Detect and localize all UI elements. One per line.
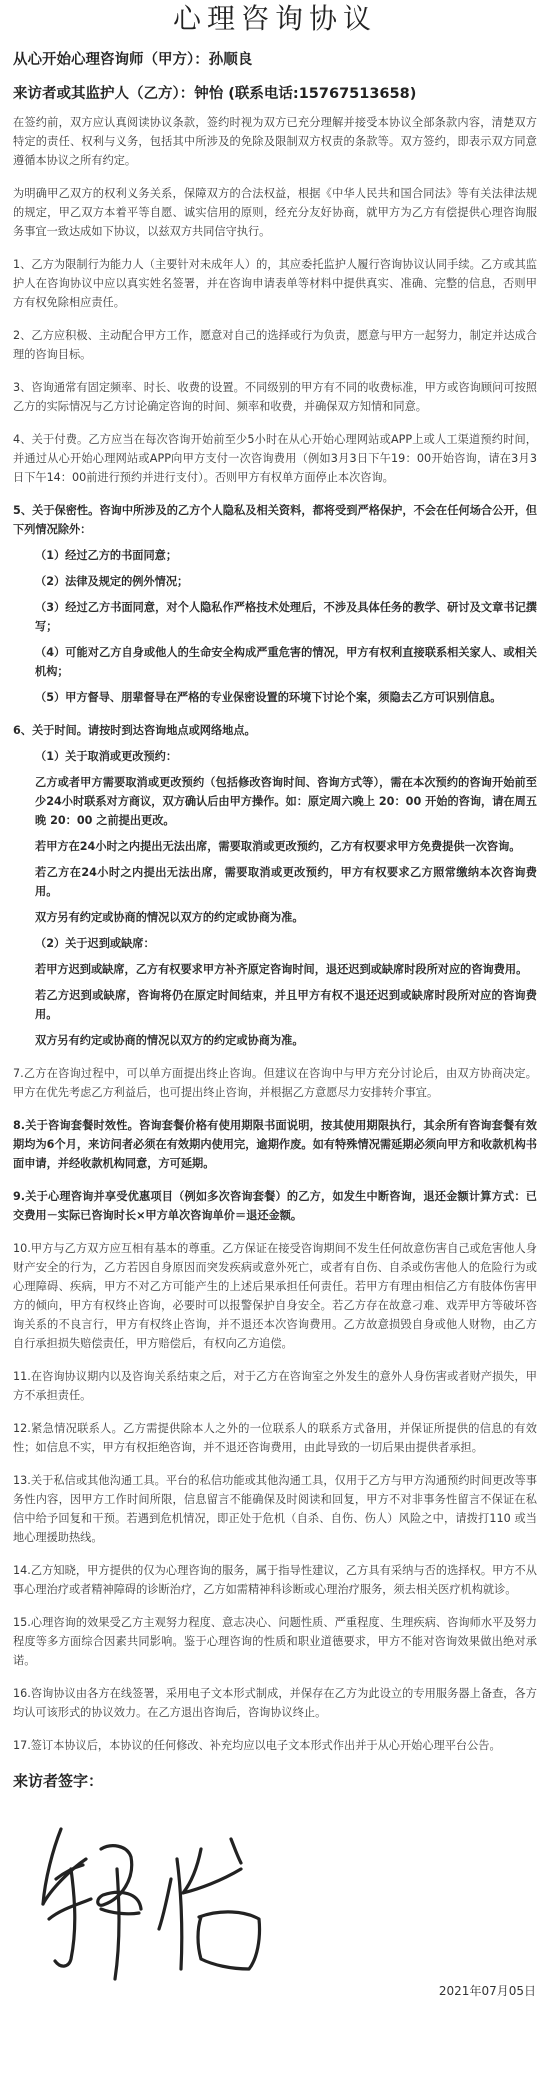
clause-10: 10.甲方与乙方双方应互相有基本的尊重。乙方保证在接受咨询期间不发生任何故意伤害自己或危害他人身财产安全的行为，乙方若因自身原因而突发疾病或意外死亡，或者有自伤、自杀或伤害他人的危险行为或心理障碍、疾病，甲方不对乙方可能产生的上述后果承担任何责任。若甲方有理由相信乙方有肢体伤害甲方的倾向，甲方有权终止咨询，必要时可以报警保护自身安全。若乙方存在故意刁难、戏弄甲方等破坏咨询关系的不良言行，甲方有权终止咨询，并不退还本次咨询费用。乙方故意损毁自身或他人财物，由乙方自行承担损失赔偿责任，甲方赔偿后，有权向乙方追偿。 [13, 1242, 537, 1350]
clause-13: 13.关于私信或其他沟通工具。平台的私信功能或其他沟通工具，仅用于乙方与甲方沟通预约时间更改等事务性内容，因甲方工作时间所限，信息留言不能确保及时阅读和回复，甲方不对非事务性留言不保证在私信中给予回复和干预。若遇到危机情况，即正处于危机（自杀、自伤、伤人）风险之中，请拨打110 或当地心理援助热线。 [13, 1474, 537, 1544]
party-b-line: 来访者或其监护人（乙方）：钟怡 (联系电话:15767513658) [13, 86, 417, 102]
clause-5-item-5: （5）甲方督导、朋辈督导在严格的专业保密设置的环境下讨论个案，须隐去乙方可识别信息。 [35, 691, 502, 704]
clause-5-item-4: （4）可能对乙方自身或他人的生命安全构成严重危害的情况，甲方有权利直接联系相关家人、或相关机构； [35, 646, 537, 678]
clause-17: 17.签订本协议后，本协议的任何修改、补充均应以电子文本形式作出并于从心开始心理平台公告。 [13, 1739, 501, 1752]
clause-7: 7.乙方在咨询过程中，可以单方面提出终止咨询。但建议在咨询中与甲方充分讨论后，由双方协商决定。甲方在优先考虑乙方利益后，也可提出终止咨询，并根据乙方意愿尽力安排转介事宜。 [13, 1067, 537, 1099]
clause-2: 2、乙方应积极、主动配合甲方工作，愿意对自己的选择或行为负责，愿意与甲方一起努力，制定并达成合理的咨询目标。 [13, 329, 537, 361]
visitor-signature-label: 来访者签字： [13, 1772, 104, 1790]
signing-date: 2021年07月05日 [438, 1984, 536, 1998]
party-a-line: 从心开始心理咨询师（甲方）：孙顺良 [13, 52, 253, 68]
clause-5-item-2: （2）法律及规定的例外情况； [35, 575, 189, 588]
clause-8: 8.关于咨询套餐时效性。咨询套餐价格有使用期限书面说明，按其使用期限执行，其余所有咨询套餐有效期均为6个月，来访问者必须在有效期内使用完，逾期作废。如有特殊情况需延期必须向甲方和收款机构书面申请，并经收款机构同意，方可延期。 [13, 1119, 537, 1170]
clause-6-sub-1-text-a: 乙方或者甲方需要取消或更改预约（包括修改咨询时间、咨询方式等），需在本次预约的咨询开始前至少24小时联系对方商议，双方确认后由甲方操作。如：原定周六晚上 20：00 开始的咨询，请在周五晚 20：00 之前提出更改。 [35, 776, 537, 827]
clause-6-sub-1-text-d: 双方另有约定或协商的情况以双方的约定或协商为准。 [35, 911, 304, 924]
clause-1: 1、乙方为限制行为能力人（主要针对未成年人）的，其应委托监护人履行咨询协议认同手续。乙方或其监护人在咨询协议中应以真实姓名签署，并在咨询申请表单等材料中提供真实、准确、完整的信息，否则甲方有权免除相应责任。 [13, 258, 537, 309]
clause-6-sub-1-text-c: 若乙方在24小时之内提出无法出席，需要取消或更改预约，甲方有权要求乙方照常缴纳本次咨询费用。 [35, 866, 537, 898]
clause-6-sub-2: （2）关于迟到或缺席： [35, 937, 155, 950]
clause-5: 5、关于保密性。咨询中所涉及的乙方个人隐私及相关资料，都将受到严格保护，不会在任何场合公开，但下列情况除外： [13, 504, 537, 536]
clause-6-sub-2-text-c: 双方另有约定或协商的情况以双方的约定或协商为准。 [35, 1034, 304, 1047]
clause-9: 9.关于心理咨询并享受优惠项目（例如多次咨询套餐）的乙方，如发生中断咨询，退还金额计算方式：已交费用－实际已咨询时长×甲方单次咨询单价＝退还金额。 [13, 1190, 537, 1222]
clause-6: 6、关于时间。请按时到达咨询地点或网络地点。 [13, 724, 256, 737]
clause-6-sub-2-text-b: 若乙方迟到或缺席，咨询将仍在原定时间结束，并且甲方有权不退还迟到或缺席时段所对应的咨询费用。 [35, 989, 537, 1021]
signature-area [13, 1801, 537, 2011]
clause-12: 12.紧急情况联系人。乙方需提供除本人之外的一位联系人的联系方式备用，并保证所提供的信息的有效性；如信息不实，甲方有权拒绝咨询，并不退还咨询费用，由此导致的一切后果由提供者承担。 [13, 1422, 537, 1454]
clause-14: 14.乙方知晓，甲方提供的仅为心理咨询的服务，属于指导性建议，乙方具有采纳与否的选择权。甲方不从事心理治疗或者精神障碍的诊断治疗，乙方如需精神科诊断或心理治疗服务，须去相关医疗机构就诊。 [13, 1564, 537, 1596]
clause-6-sub-1: （1）关于取消或更改预约： [35, 750, 178, 763]
clause-16: 16.咨询协议由各方在线签署，采用电子文本形式制成，并保存在乙方为此设立的专用服务器上备查，各方均认可该形式的协议效力。在乙方退出咨询后，咨询协议终止。 [13, 1687, 537, 1719]
clause-5-item-3: （3）经过乙方书面同意，对个人隐私作严格技术处理后，不涉及具体任务的教学、研讨及文章书记撰写； [35, 601, 537, 633]
clause-6-sub-2-text-a: 若甲方迟到或缺席，乙方有权要求甲方补齐原定咨询时间，退还迟到或缺席时段所对应的咨询费用。 [35, 963, 528, 976]
clause-5-item-1: （1）经过乙方的书面同意； [35, 549, 178, 562]
clause-15: 15.心理咨询的效果受乙方主观努力程度、意志决心、问题性质、严重程度、生理疾病、咨询师水平及努力程度等多方面综合因素共同影响。鉴于心理咨询的性质和职业道德要求，甲方不能对咨询效果做出绝对承诺。 [13, 1616, 537, 1667]
clause-11: 11.在咨询协议期内以及咨询关系结束之后，对于乙方在咨询室之外发生的意外人身伤害或者财产损失，甲方不承担责任。 [13, 1370, 537, 1402]
clause-4: 4、关于付费。乙方应当在每次咨询开始前至少5小时在从心开始心理网站或APP上或人工渠道预约时间，并通过从心开始心理网站或APP向甲方支付一次咨询费用（例如3月3日下午19：00开始咨询，请在3月3日下午14：00前进行预约并进行支付）。否则甲方有权单方面停止本次咨询。 [13, 433, 537, 484]
document-title: 心理咨询协议 [172, 2, 377, 35]
clause-6-sub-1-text-b: 若甲方在24小时之内提出无法出席，需要取消或更改预约，乙方有权要求甲方免费提供一次咨询。 [35, 840, 521, 853]
clause-3: 3、咨询通常有固定频率、时长、收费的设置。不同级别的甲方有不同的收费标准，甲方或咨询顾问可按照乙方的实际情况与乙方讨论确定咨询的时间、频率和收费，并确保双方知情和同意。 [13, 381, 537, 413]
purpose-paragraph: 为明确甲乙双方的权利义务关系，保障双方的合法权益，根据《中华人民共和国合同法》等有关法律法规的规定，甲乙双方本着平等自愿、诚实信用的原则，经充分友好协商，就甲方为乙方有偿提供心理咨询服务事宜一致达成如下协议，以兹双方共同信守执行。 [13, 187, 537, 238]
preamble-paragraph: 在签约前，双方应认真阅读协议条款，签约时视为双方已充分理解并接受本协议全部条款内容，清楚双方特定的责任、权利与义务，包括其中所涉及的免除及限制双方权责的条款等。双方签约，即表示双方同意遵循本协议之所有约定。 [13, 116, 537, 167]
handwritten-signature [31, 1809, 281, 1999]
